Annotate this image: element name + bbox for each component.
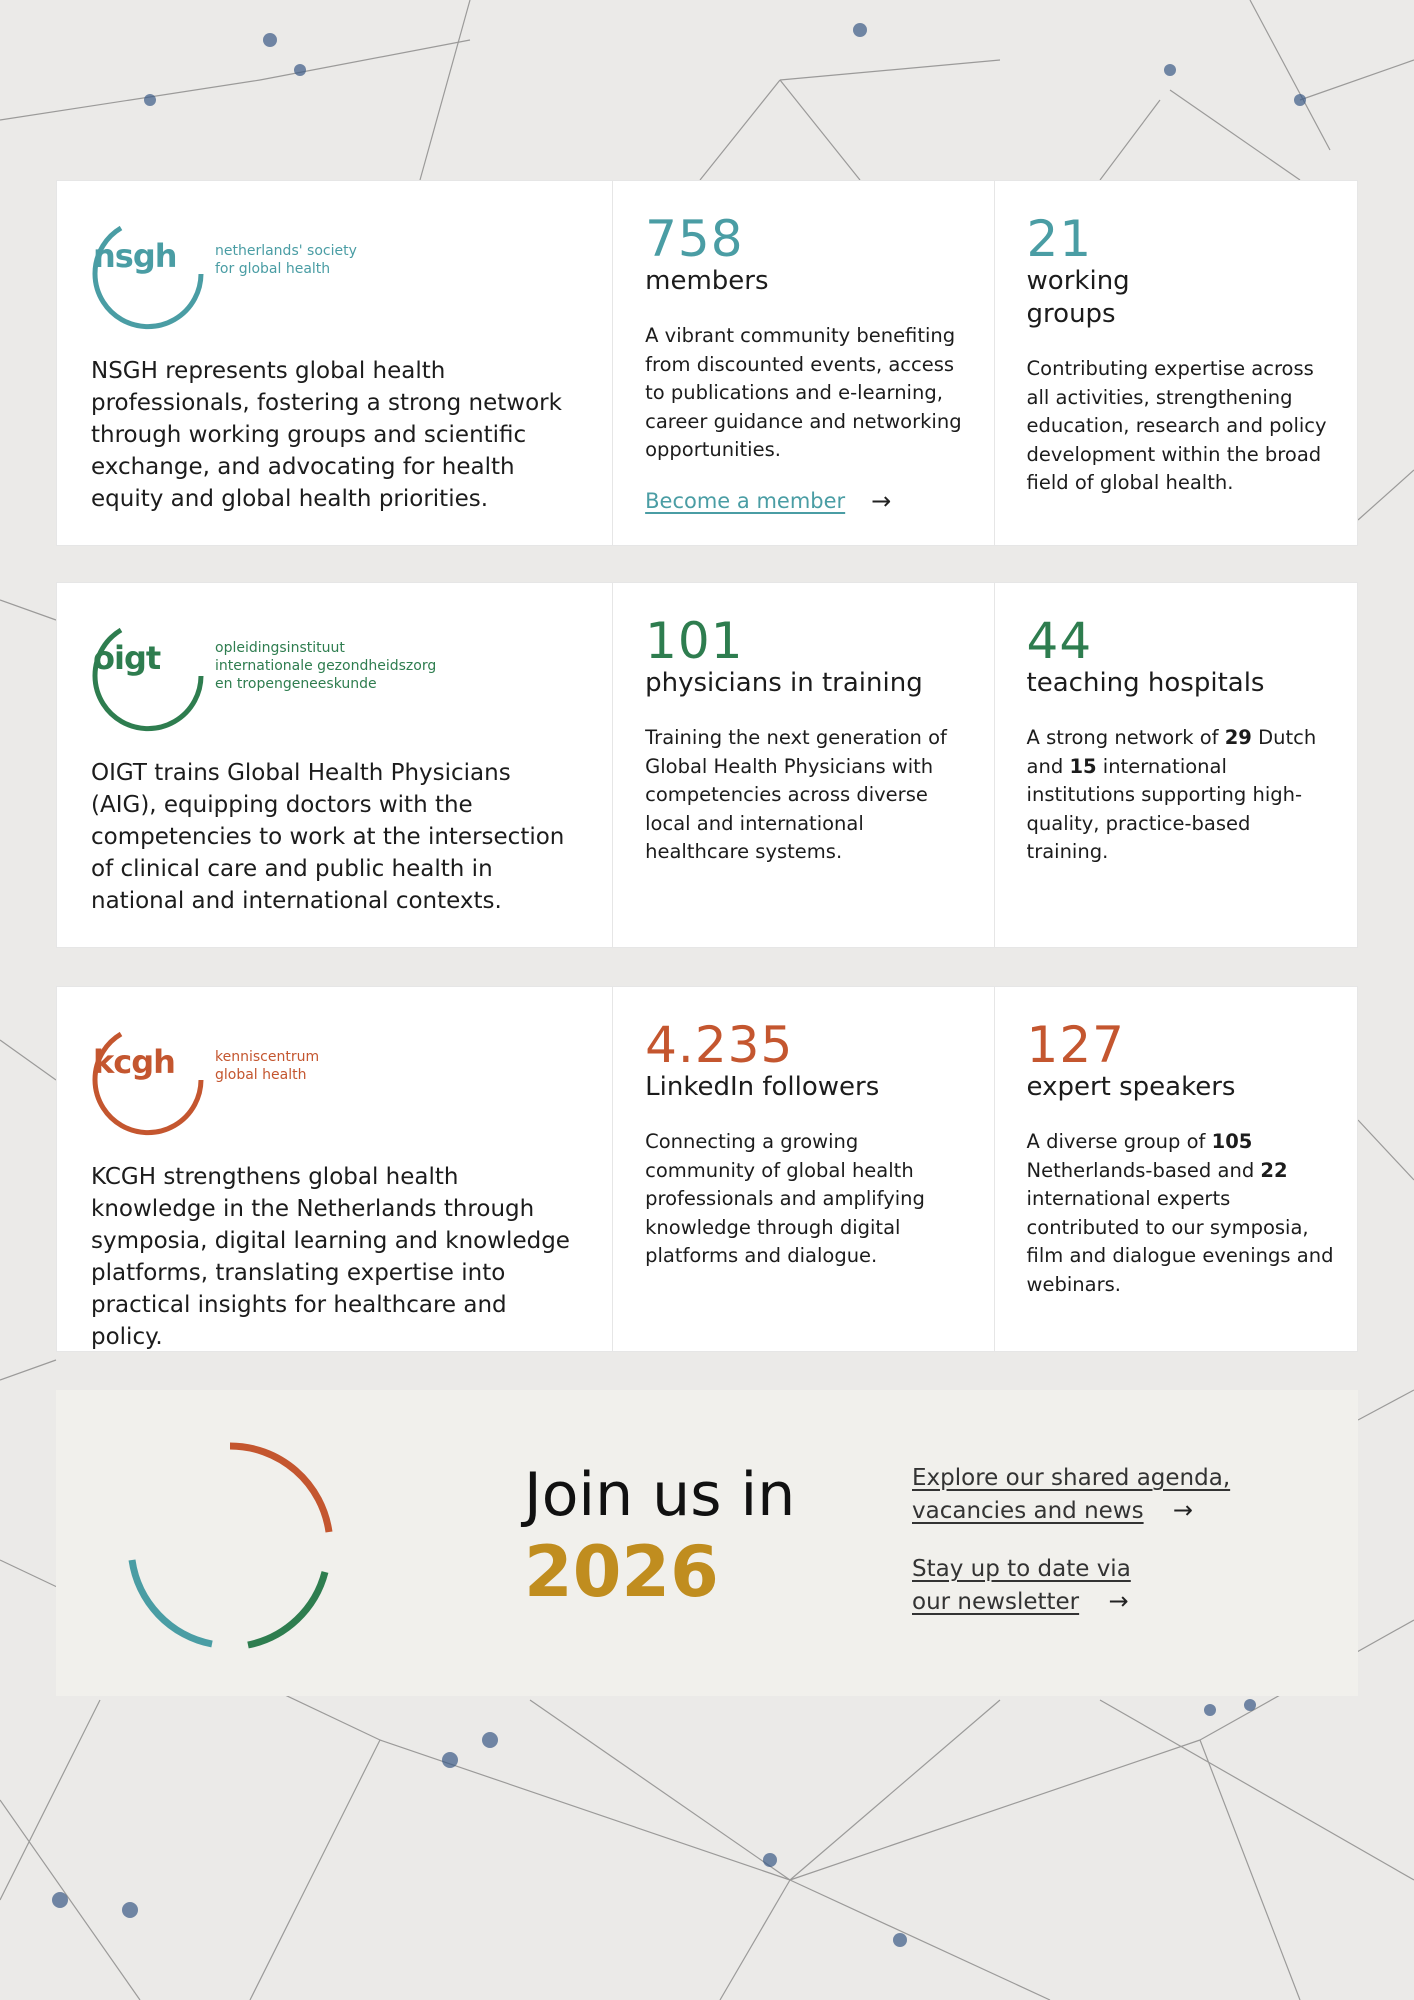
join-title: Join us in xyxy=(524,1460,796,1530)
join-us-panel xyxy=(56,1390,1358,1696)
stat-column xyxy=(613,987,994,1351)
tagline-line: for global health xyxy=(215,261,331,277)
tagline-line: global health xyxy=(215,1067,307,1083)
org-description: OIGT trains Global Health Physicians (AIG), equipping doctors with the competencies to work at the intersection of clinical care and public health in national and international contexts. xyxy=(91,760,565,914)
shared-agenda-link[interactable] xyxy=(912,1462,1230,1527)
org-card-kcgh xyxy=(56,986,1358,1352)
stat-column xyxy=(613,181,994,545)
tagline-line: internationale gezondheidszorg xyxy=(215,658,437,674)
stat-description: A vibrant community benefiting from discounted events, access to publications and e-learning, career guidance and networking opportunities. xyxy=(645,324,962,461)
org-column xyxy=(57,987,613,1351)
arrow-right-icon[interactable]: → xyxy=(871,486,892,515)
logo-tagline xyxy=(215,242,357,278)
stat-number: 4.235 xyxy=(645,1016,794,1074)
oigt-logo xyxy=(91,619,582,733)
stat-description: Training the next generation of Global Health Physicians with competencies across diverse local and international healthcare systems. xyxy=(645,726,947,863)
org-card-oigt xyxy=(56,582,1358,948)
stat-number: 44 xyxy=(1026,612,1093,670)
stat-label: teaching hospitals xyxy=(1026,668,1265,698)
link-text[interactable]: Explore our shared agenda, xyxy=(912,1465,1231,1491)
stat-description: A diverse group of 105 Netherlands-based and 22 international experts contributed to our symposia, film and dialogue evenings and webinars. xyxy=(1026,1130,1334,1296)
newsletter-link[interactable] xyxy=(912,1553,1230,1618)
stat-column xyxy=(613,583,994,947)
tagline-line: netherlands' society xyxy=(215,243,357,259)
stat-number: 21 xyxy=(1026,210,1093,268)
tagline-line: en tropengeneeskunde xyxy=(215,676,377,692)
become-member-link[interactable] xyxy=(645,487,967,515)
stat-description: A strong network of 29 Dutch and 15 international institutions supporting high-quality, practice-based training. xyxy=(1026,726,1317,863)
link-text[interactable]: our newsletter xyxy=(912,1589,1080,1615)
stat-column xyxy=(995,181,1357,545)
stat-description: Contributing expertise across all activities, strengthening education, research and policy development within the broad field of global health. xyxy=(1026,357,1327,494)
stat-label: members xyxy=(645,266,769,296)
stat-column xyxy=(995,583,1357,947)
tagline-line: opleidingsinstituut xyxy=(215,640,345,656)
link-text[interactable]: vacancies and news xyxy=(912,1498,1144,1524)
org-column xyxy=(57,181,613,545)
org-card-nsgh xyxy=(56,180,1358,546)
logo-tagline xyxy=(215,1048,319,1084)
tagline-line: kenniscentrum xyxy=(215,1049,320,1065)
join-links xyxy=(912,1462,1230,1644)
logo-abbreviation: oigt xyxy=(93,639,161,677)
stat-label: LinkedIn followers xyxy=(645,1072,880,1102)
join-year: 2026 xyxy=(524,1531,719,1613)
stat-number: 758 xyxy=(645,210,744,268)
org-description: NSGH represents global health professionals, fostering a strong network through working groups and scientific exchange, and advocating for health equity and global health priorities. xyxy=(91,358,562,512)
logo-abbreviation: nsgh xyxy=(93,237,177,275)
stat-label: physicians in training xyxy=(645,668,923,698)
become-member-label[interactable]: Become a member xyxy=(645,488,846,513)
tri-color-ring-icon xyxy=(120,1436,340,1656)
logo-abbreviation: kcgh xyxy=(93,1043,175,1081)
stat-label: expert speakers xyxy=(1026,1072,1236,1102)
arrow-right-icon[interactable]: → xyxy=(1108,1587,1129,1615)
stat-number: 101 xyxy=(645,612,744,670)
arrow-right-icon[interactable]: → xyxy=(1172,1496,1194,1524)
nsgh-logo xyxy=(91,217,582,331)
stat-column xyxy=(995,987,1357,1351)
org-column xyxy=(57,583,613,947)
logo-tagline xyxy=(215,639,436,693)
stat-number: 127 xyxy=(1026,1016,1125,1074)
kcgh-logo xyxy=(91,1023,582,1137)
stat-label: working groups xyxy=(1026,266,1130,329)
stat-description: Connecting a growing community of global health professionals and amplifying knowledge through digital platforms and dialogue. xyxy=(645,1130,925,1267)
link-text[interactable]: Stay up to date via xyxy=(912,1556,1131,1582)
org-description: KCGH strengthens global health knowledge in the Netherlands through symposia, digital learning and knowledge platforms, translating expertise into practical insights for healthcare and policy. xyxy=(91,1164,570,1350)
